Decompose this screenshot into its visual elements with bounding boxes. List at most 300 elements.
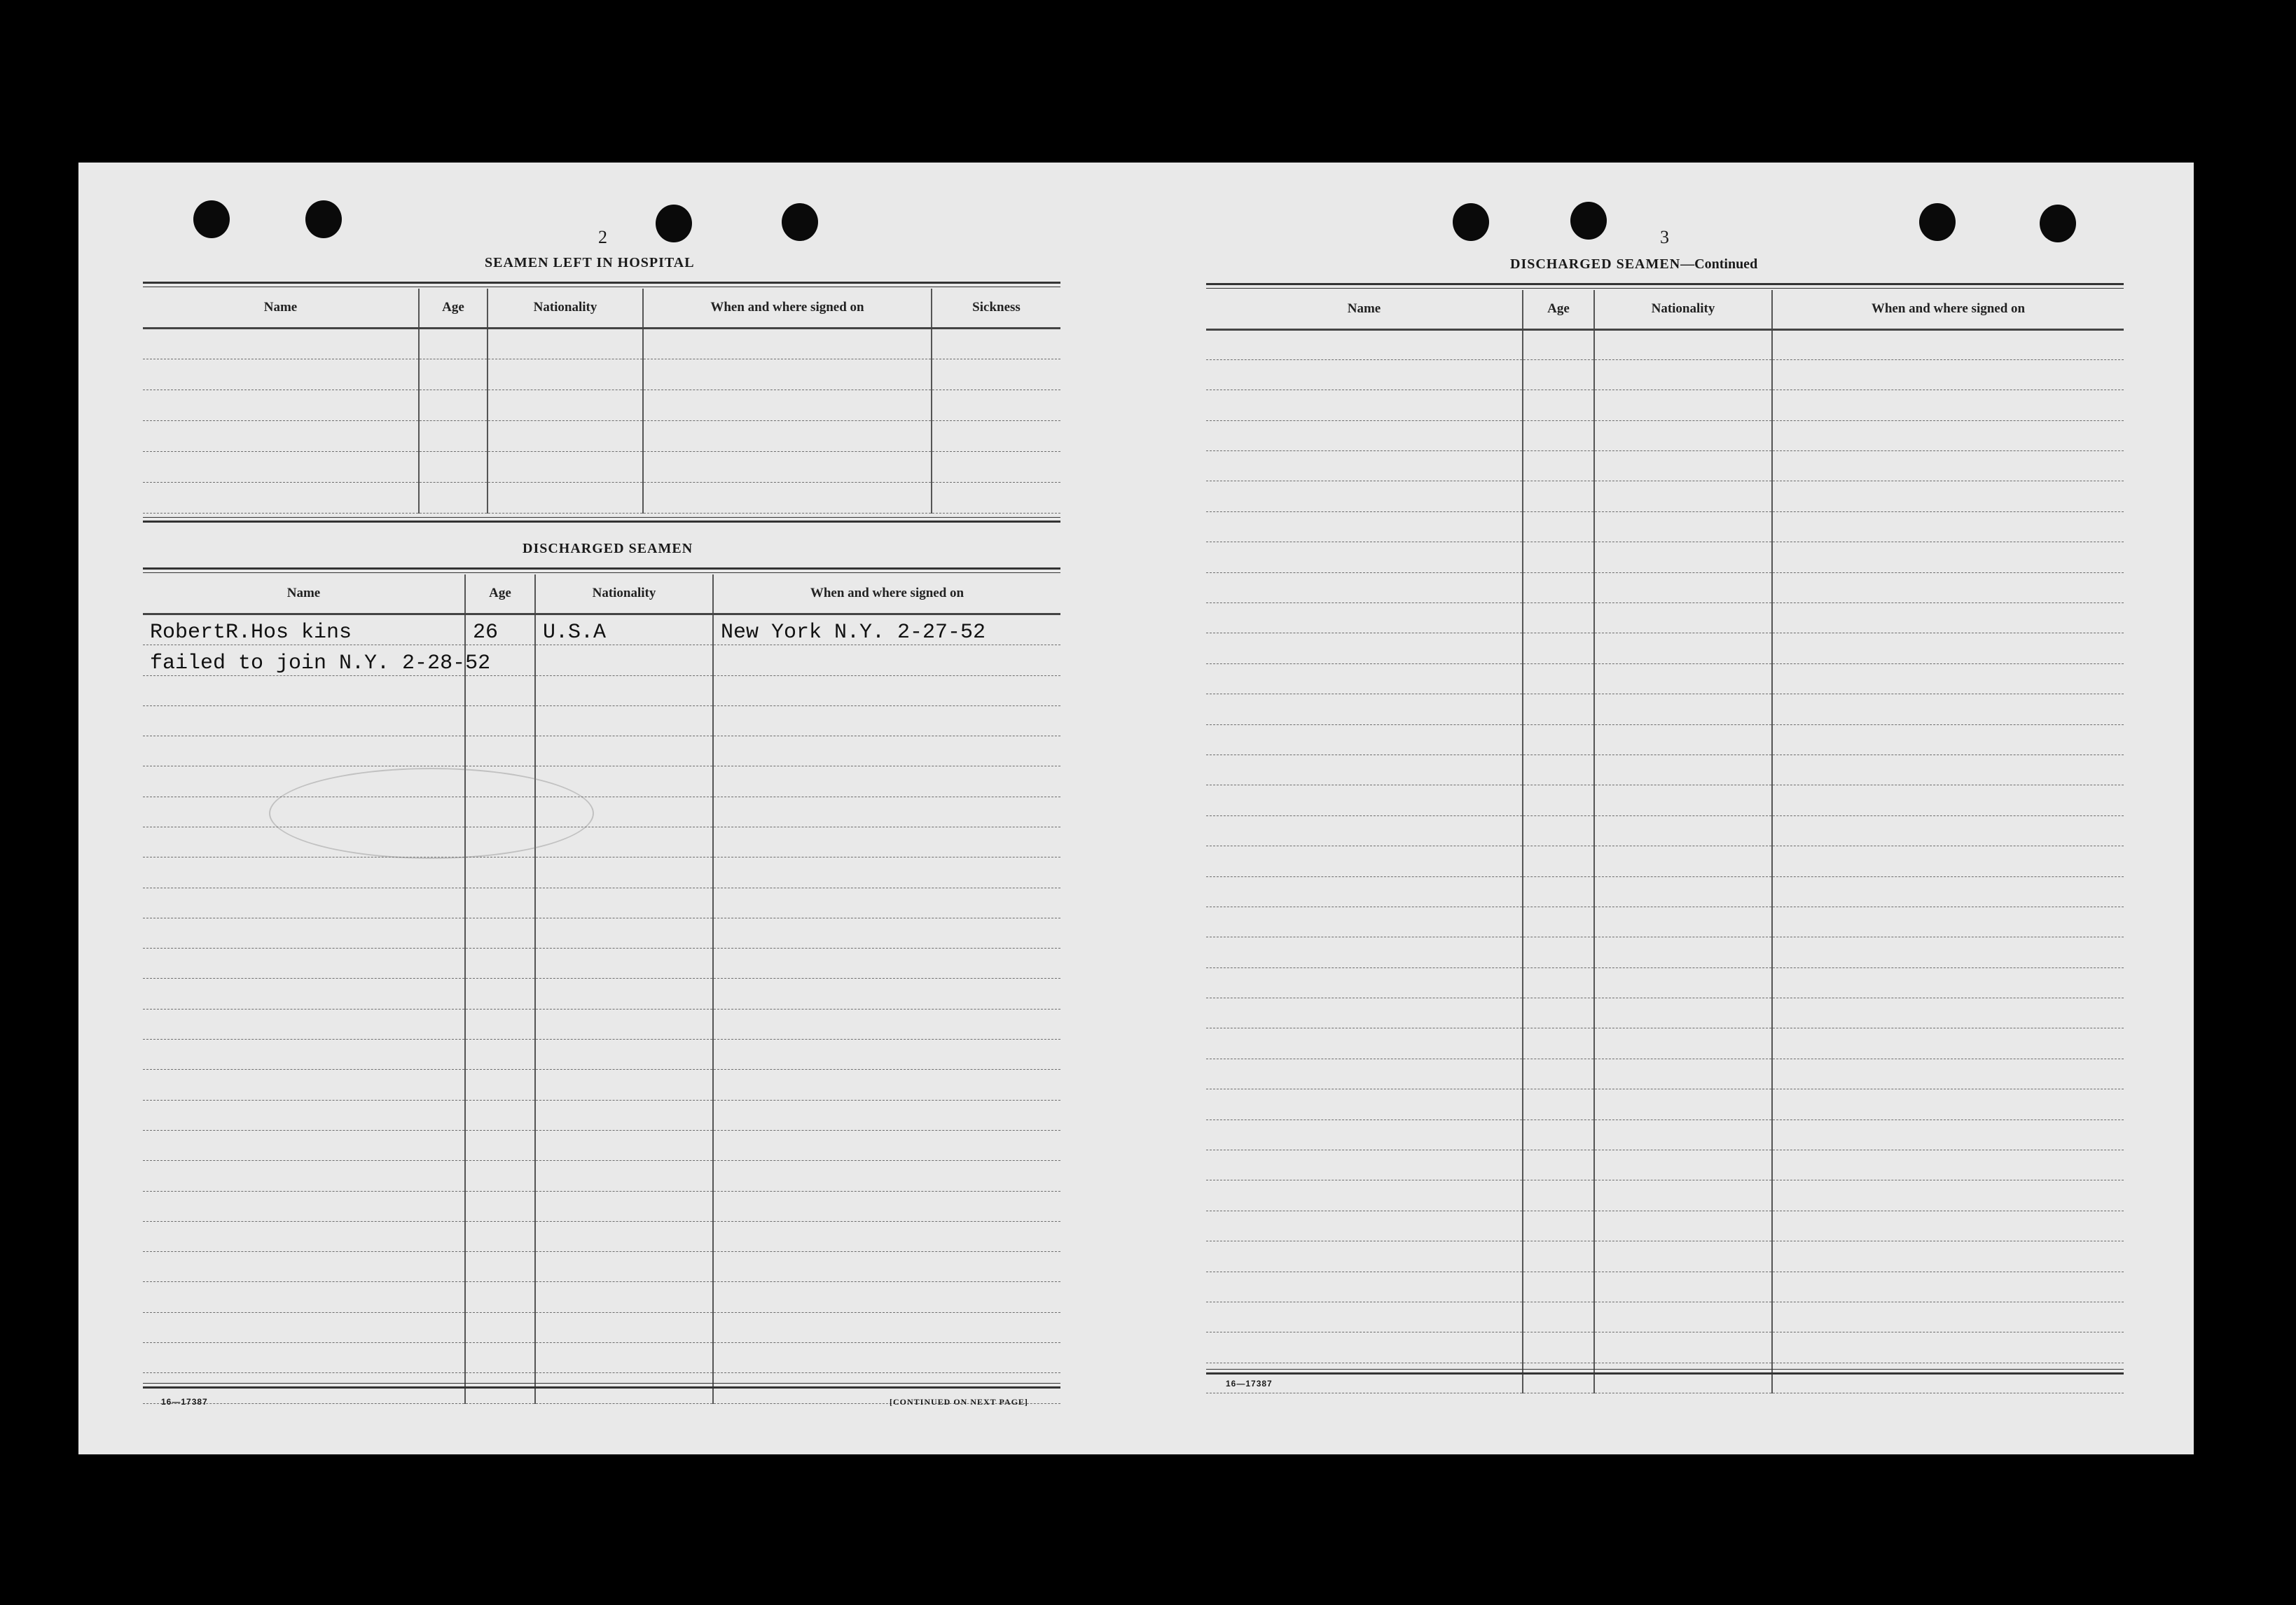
blank-cell [1206,815,1523,846]
blank-cell [465,1100,535,1130]
blank-cell [535,675,713,705]
blank-cell [1772,633,2124,663]
blank-cell [932,328,1060,359]
blank-row [1206,329,2124,359]
blank-cell [419,328,487,359]
blank-cell [1594,724,1772,755]
blank-row [143,736,1060,766]
blank-cell [1523,329,1594,359]
blank-cell [713,1040,1060,1070]
blank-row [143,888,1060,918]
blank-cell [1206,633,1523,663]
blank-cell [1523,755,1594,785]
blank-cell [1594,876,1772,907]
blank-row [1206,359,2124,390]
blank-row [143,766,1060,797]
blank-row [1206,755,2124,785]
blank-row [1206,846,2124,876]
blank-row [1206,1211,2124,1241]
blank-row [1206,815,2124,846]
blank-cell [1206,572,1523,602]
blank-cell [713,857,1060,888]
blank-cell [1523,1059,1594,1089]
blank-cell [465,979,535,1009]
blank-cell [1594,967,1772,998]
blank-cell [535,705,713,736]
table-row [143,614,1060,645]
blank-cell [465,1070,535,1100]
blank-cell [1772,481,2124,511]
blank-cell [1206,694,1523,724]
blank-cell [1594,481,1772,511]
blank-cell [1206,1150,1523,1180]
blank-cell [143,451,419,482]
blank-cell [643,328,932,359]
blank-row [143,420,1060,451]
hospital-top-rule [143,282,1060,287]
blank-cell [143,1221,465,1251]
blank-cell [713,1312,1060,1342]
blank-cell [1206,1363,1523,1393]
blank-row [143,359,1060,390]
blank-cell [1206,907,1523,937]
blank-cell [1523,1150,1594,1180]
blank-cell [1772,329,2124,359]
blank-cell [1772,785,2124,815]
blank-cell [143,1070,465,1100]
blank-row [143,918,1060,948]
col-header-age: Age [465,574,535,614]
col-header-name: Name [1206,290,1523,329]
blank-cell [1523,511,1594,542]
blank-row [1206,1089,2124,1120]
blank-cell [1772,815,2124,846]
blank-cell [1594,815,1772,846]
blank-cell [932,482,1060,513]
blank-cell [1523,998,1594,1028]
blank-cell [1594,572,1772,602]
punch-hole [1453,203,1489,241]
form-code-left: 16—17387 [161,1397,208,1407]
blank-row [143,1161,1060,1191]
blank-cell [1772,846,2124,876]
blank-cell [535,1191,713,1221]
blank-cell [1206,1028,1523,1059]
blank-cell [1772,1028,2124,1059]
blank-cell [1523,481,1594,511]
blank-cell [465,1221,535,1251]
blank-cell [465,1343,535,1373]
seaman-signed-on: New York N.Y. 2-27-52 [713,614,1060,645]
blank-cell [143,359,419,390]
blank-cell [1206,1302,1523,1332]
blank-cell [1594,1332,1772,1363]
blank-cell [1206,451,1523,481]
blank-cell [1523,633,1594,663]
blank-cell [1594,1302,1772,1332]
blank-cell [1523,1180,1594,1211]
blank-row [1206,663,2124,694]
blank-cell [713,888,1060,918]
blank-row [1206,1363,2124,1393]
blank-cell [1772,937,2124,967]
blank-cell [465,736,535,766]
title-main: DISCHARGED SEAMEN [1510,256,1681,272]
blank-row [143,857,1060,888]
blank-cell [1772,998,2124,1028]
blank-cell [1772,663,2124,694]
blank-cell [465,675,535,705]
blank-cell [1523,937,1594,967]
blank-cell [1772,694,2124,724]
blank-row [1206,572,2124,602]
blank-cell [713,1252,1060,1282]
blank-cell [1523,572,1594,602]
blank-cell [143,328,419,359]
blank-cell [143,420,419,451]
blank-cell [535,857,713,888]
blank-cell [1206,967,1523,998]
blank-row [143,705,1060,736]
blank-cell [143,949,465,979]
blank-cell [143,888,465,918]
blank-cell [535,949,713,979]
blank-cell [1594,1150,1772,1180]
blank-cell [1206,1180,1523,1211]
blank-row [143,1040,1060,1070]
blank-cell [1772,724,2124,755]
blank-cell [932,390,1060,420]
hospital-table [143,289,1060,514]
blank-cell [1772,603,2124,633]
blank-cell [1772,1059,2124,1089]
blank-cell [535,1040,713,1070]
blank-cell [1523,846,1594,876]
blank-cell [1594,1272,1772,1302]
blank-cell [1523,359,1594,390]
blank-row [1206,1120,2124,1150]
blank-cell [1206,876,1523,907]
blank-cell [465,1130,535,1160]
blank-row [1206,451,2124,481]
blank-cell [643,390,932,420]
title-continued: —Continued [1680,256,1758,272]
blank-cell [143,736,465,766]
blank-cell [1594,359,1772,390]
blank-cell [713,797,1060,827]
blank-cell [932,420,1060,451]
discharged-section-title: DISCHARGED SEAMEN [523,541,693,556]
blank-cell [713,949,1060,979]
blank-cell [1594,1241,1772,1272]
blank-cell [1772,1150,2124,1180]
blank-cell [1206,998,1523,1028]
blank-cell [1772,1180,2124,1211]
blank-cell [713,736,1060,766]
col-header-signed-on: When and where signed on [713,574,1060,614]
blank-cell [143,675,465,705]
blank-row [1206,967,2124,998]
blank-cell [713,766,1060,797]
blank-row [1206,1150,2124,1180]
blank-cell [1523,603,1594,633]
blank-cell [1772,572,2124,602]
blank-cell [1523,785,1594,815]
blank-cell [643,420,932,451]
blank-cell [1206,390,1523,420]
blank-cell [1206,1120,1523,1150]
blank-row [143,1252,1060,1282]
blank-cell [143,1161,465,1191]
blank-cell [487,328,643,359]
blank-row [1206,603,2124,633]
blank-cell [143,857,465,888]
blank-cell [1594,542,1772,572]
discharged-table [143,574,1060,1404]
blank-cell [535,888,713,918]
blank-cell [713,1343,1060,1373]
punch-hole [1919,203,1956,241]
blank-cell [1523,1211,1594,1241]
blank-cell [1594,846,1772,876]
blank-row [1206,511,2124,542]
blank-cell [1523,451,1594,481]
blank-row [143,827,1060,857]
blank-row [1206,1028,2124,1059]
seaman-remark: failed to join N.Y. 2-28-52 [143,645,465,675]
blank-cell [1206,1089,1523,1120]
blank-row [1206,390,2124,420]
blank-cell [1772,1302,2124,1332]
blank-cell [1523,1028,1594,1059]
blank-cell [932,451,1060,482]
blank-cell [1772,542,2124,572]
blank-cell [535,1343,713,1373]
seaman-name: RobertR.Hos kins [143,614,465,645]
blank-cell [1772,511,2124,542]
blank-cell [713,1070,1060,1100]
blank-cell [143,1343,465,1373]
blank-cell [465,1191,535,1221]
blank-cell [1594,1120,1772,1150]
blank-cell [1206,1332,1523,1363]
blank-cell [487,482,643,513]
blank-row [1206,998,2124,1028]
blank-cell [487,359,643,390]
blank-cell [713,979,1060,1009]
blank-cell [1594,755,1772,785]
blank-row [143,390,1060,420]
blank-cell [713,1161,1060,1191]
blank-cell [465,705,535,736]
punch-hole [305,200,342,238]
blank-cell [1523,724,1594,755]
blank-cell [1206,846,1523,876]
blank-cell [535,918,713,948]
blank-row [143,1343,1060,1373]
blank-cell [465,918,535,948]
blank-cell [1594,1028,1772,1059]
blank-cell [1206,1241,1523,1272]
blank-cell [465,1009,535,1039]
blank-cell [1594,633,1772,663]
blank-cell [487,451,643,482]
blank-cell [487,420,643,451]
blank-cell [643,482,932,513]
col-header-name: Name [143,574,465,614]
blank-row [1206,1302,2124,1332]
blank-row [1206,724,2124,755]
blank-cell [1772,907,2124,937]
blank-row [143,1130,1060,1160]
blank-cell [1523,1332,1594,1363]
blank-cell [713,1009,1060,1039]
discharged-continued-title [1510,256,1757,273]
blank-row [143,328,1060,359]
blank-cell [1523,1241,1594,1272]
col-header-nationality: Nationality [535,574,713,614]
blank-cell [1206,1211,1523,1241]
blank-cell [1523,390,1594,420]
blank-cell [1594,1059,1772,1089]
faint-stamp-mark [269,768,594,859]
blank-cell [1206,1059,1523,1089]
blank-cell [1594,390,1772,420]
blank-cell [1594,785,1772,815]
blank-cell [1594,420,1772,450]
blank-cell [1772,451,2124,481]
blank-cell [1523,907,1594,937]
blank-cell [713,1130,1060,1160]
blank-cell [1594,603,1772,633]
blank-cell [465,949,535,979]
col-header-age: Age [1523,290,1594,329]
blank-cell [535,736,713,766]
col-header-age: Age [419,289,487,328]
blank-cell [1206,663,1523,694]
seaman-age: 26 [465,614,535,645]
blank-cell [143,390,419,420]
blank-cell [535,979,713,1009]
blank-cell [713,1100,1060,1130]
blank-row [1206,542,2124,572]
blank-row [1206,907,2124,937]
blank-cell [419,482,487,513]
blank-cell [535,1161,713,1191]
blank-cell [535,1282,713,1312]
blank-cell [1772,1363,2124,1393]
blank-row [1206,785,2124,815]
col-header-nationality: Nationality [487,289,643,328]
continued-note: [CONTINUED ON NEXT PAGE] [890,1397,1028,1407]
punch-hole [656,205,692,242]
col-header-signed-on: When and where signed on [643,289,932,328]
blank-cell [143,1100,465,1130]
blank-cell [1594,1089,1772,1120]
discharged-bottom-rule [143,1383,1060,1389]
blank-cell [143,1282,465,1312]
blank-cell [143,1040,465,1070]
blank-cell [419,451,487,482]
blank-row [143,1191,1060,1221]
blank-row [1206,1332,2124,1363]
blank-cell [535,1100,713,1130]
blank-cell [643,451,932,482]
col-header-name: Name [143,289,419,328]
continued-top-rule [1206,283,2124,289]
col-header-signed-on: When and where signed on [1772,290,2124,329]
blank-cell [143,1009,465,1039]
blank-cell [465,857,535,888]
hospital-section-title: SEAMEN LEFT IN HOSPITAL [485,255,695,270]
blank-cell [465,888,535,918]
discharged-top-rule [143,567,1060,573]
blank-row [143,1070,1060,1100]
blank-cell [1772,1272,2124,1302]
blank-cell [1772,1089,2124,1120]
blank-cell [1206,1272,1523,1302]
punch-hole [782,203,818,241]
blank-cell [1594,937,1772,967]
blank-row [143,451,1060,482]
form-code-right: 16—17387 [1226,1379,1273,1389]
blank-cell [643,359,932,390]
blank-row [1206,694,2124,724]
blank-cell [1206,329,1523,359]
blank-cell [419,359,487,390]
blank-cell [713,827,1060,857]
blank-cell [1523,1089,1594,1120]
table-row [143,645,1060,675]
blank-cell [535,1312,713,1342]
blank-cell [713,1282,1060,1312]
punch-hole [2040,205,2076,242]
punch-hole [193,200,230,238]
blank-cell [1206,511,1523,542]
blank-cell [932,359,1060,390]
blank-row [1206,1241,2124,1272]
blank-row [1206,1180,2124,1211]
blank-cell [143,918,465,948]
blank-cell [1772,1241,2124,1272]
blank-cell [1206,542,1523,572]
blank-cell [1523,967,1594,998]
blank-row [143,1312,1060,1342]
blank-cell [1206,420,1523,450]
blank-cell [465,1161,535,1191]
blank-row [1206,420,2124,450]
blank-cell [1772,420,2124,450]
blank-cell [1523,1120,1594,1150]
blank-cell [465,1312,535,1342]
blank-cell [1594,1211,1772,1241]
blank-cell [1206,481,1523,511]
blank-cell [1594,694,1772,724]
blank-cell [1594,329,1772,359]
blank-row [143,1282,1060,1312]
blank-cell [465,1040,535,1070]
blank-cell [713,675,1060,705]
blank-cell [1523,1272,1594,1302]
blank-row [143,979,1060,1009]
blank-cell [1772,755,2124,785]
blank-cell [1523,694,1594,724]
blank-cell [1523,815,1594,846]
blank-cell [1594,907,1772,937]
discharged-continued-table [1206,290,2124,1393]
blank-cell [143,1252,465,1282]
blank-row [143,949,1060,979]
